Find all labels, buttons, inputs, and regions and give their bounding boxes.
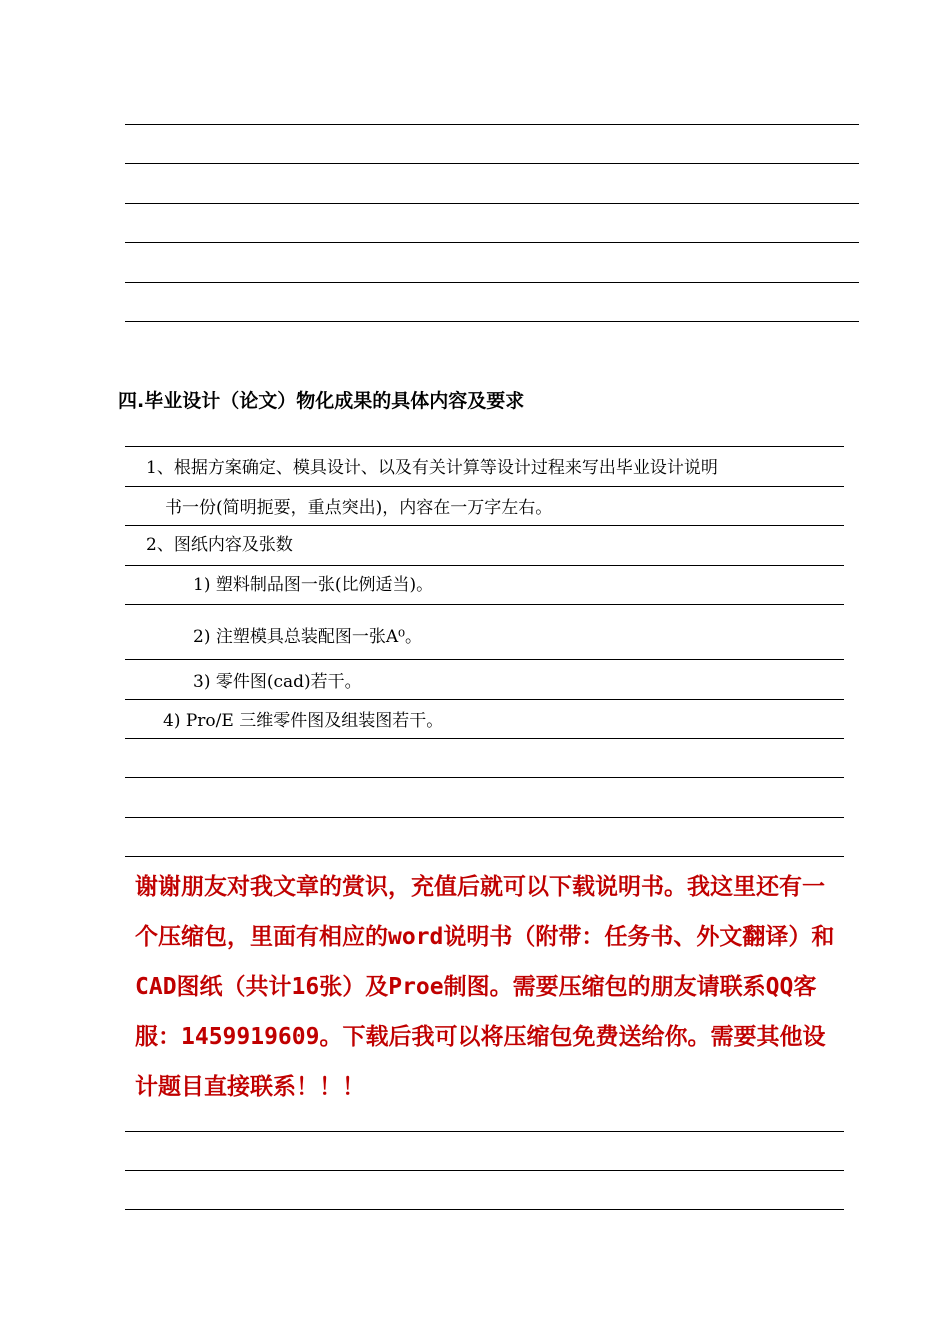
ruled-line xyxy=(125,282,859,283)
ruled-line xyxy=(125,565,844,566)
ruled-line xyxy=(125,659,844,660)
ruled-line xyxy=(125,856,844,857)
requirement-item-2: 2、图纸内容及张数 xyxy=(146,535,293,555)
ruled-line xyxy=(125,738,844,739)
ruled-line xyxy=(125,321,859,322)
ruled-line xyxy=(125,604,844,605)
drawing-item-2: 2) 注塑模具总装配图一张A⁰。 xyxy=(193,627,422,647)
ruled-line xyxy=(125,163,859,164)
ruled-line xyxy=(125,486,844,487)
section-heading: 四.毕业设计（论文）物化成果的具体内容及要求 xyxy=(118,390,525,412)
ruled-line xyxy=(125,242,859,243)
ruled-line xyxy=(125,1170,844,1171)
requirement-item-1-line-2: 书一份(简明扼要，重点突出)，内容在一万字左右。 xyxy=(165,498,553,518)
drawing-item-4: 4) Pro/E 三维零件图及组装图若干。 xyxy=(163,711,444,731)
ruled-line xyxy=(125,1209,844,1210)
download-notice: 谢谢朋友对我文章的赏识，充值后就可以下载说明书。我这里还有一个压缩包，里面有相应的word说明书（附带：任务书、外文翻译）和CAD图纸（共计16张）及Proe制图。需要压缩包的朋友请联系QQ客服：1459919609。下载后我可以将压缩包免费送给你。需要其他设计题目直接联系！！！ xyxy=(135,874,835,1100)
ruled-line xyxy=(125,203,859,204)
ruled-line xyxy=(125,699,844,700)
ruled-line xyxy=(125,777,844,778)
ruled-line xyxy=(125,817,844,818)
requirement-item-1-line-1: 1、根据方案确定、模具设计、以及有关计算等设计过程来写出毕业设计说明 xyxy=(146,458,718,478)
ruled-line xyxy=(125,124,859,125)
ruled-line xyxy=(125,1131,844,1132)
drawing-item-3: 3) 零件图(cad)若干。 xyxy=(193,672,362,692)
drawing-item-1: 1) 塑料制品图一张(比例适当)。 xyxy=(193,575,434,595)
ruled-line xyxy=(125,446,844,447)
ruled-line xyxy=(125,525,844,526)
